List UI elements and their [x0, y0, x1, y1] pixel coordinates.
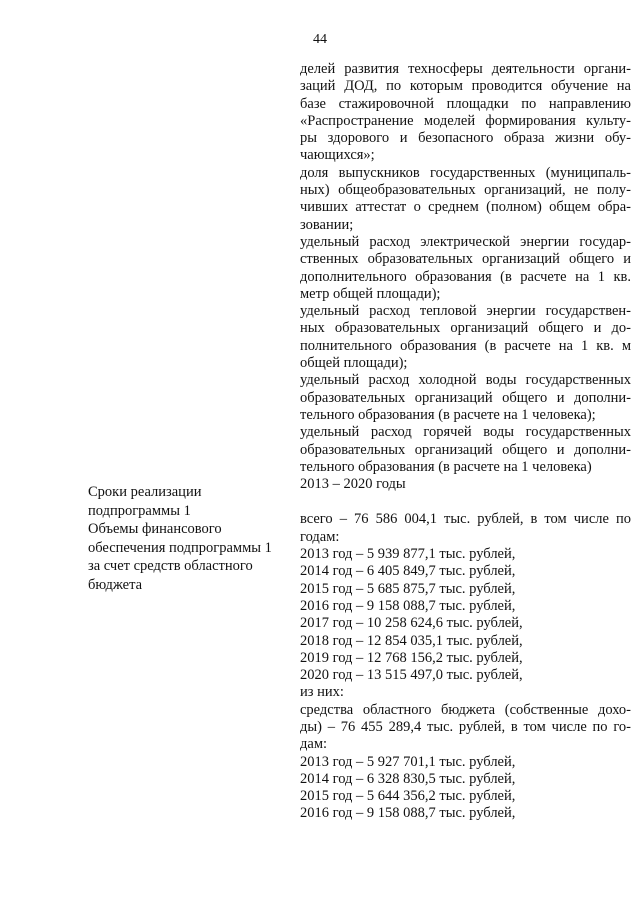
text-line: образовательных организаций общего и дополни-	[300, 389, 631, 406]
page-number: 44	[313, 32, 327, 47]
passport-values-column	[300, 61, 631, 823]
text-line: зовании;	[300, 216, 354, 233]
of-which-label: из них:	[300, 684, 344, 701]
text-line: ных образовательных организаций общего и до-	[300, 320, 631, 337]
funding-total	[300, 511, 631, 546]
term-value: 2013 – 2020 годы	[300, 476, 406, 493]
year-amount-line: 2014 год – 6 405 849,7 тыс. рублей,	[300, 563, 516, 580]
text-line: средства областного бюджета (собственные дохо-	[300, 701, 631, 718]
text-line: образовательных организаций общего и дополни-	[300, 441, 631, 458]
text-line: ных) общеобразовательных организаций, не полу-	[300, 182, 631, 199]
text-line: полнительного образования (в расчете на 1 кв. м	[300, 337, 631, 354]
text-line: ственных образовательных организаций общего и	[300, 251, 631, 268]
text-line: общей площади);	[300, 355, 408, 372]
text-line: чающихся»;	[300, 147, 375, 164]
year-amount-line: 2017 год – 10 258 624,6 тыс. рублей,	[300, 615, 523, 632]
indicator-electricity	[300, 234, 631, 303]
text-line: чивших аттестат о среднем (полном) общем обра-	[300, 199, 631, 216]
text-line: удельный расход горячей воды государственных	[300, 424, 631, 441]
year-amount-line: 2020 год – 13 515 497,0 тыс. рублей,	[300, 667, 523, 684]
text-line: всего – 76 586 004,1 тыс. рублей, в том числе по	[300, 511, 631, 528]
text-line: базе стажировочной площадки по направлению	[300, 95, 631, 112]
text-line: метр общей площади);	[300, 285, 441, 302]
funding-label: Объемы финансового обеспечения подпрограммы 1 за счет средств областного бюджета	[88, 521, 272, 593]
year-amount-line: 2016 год – 9 158 088,7 тыс. рублей,	[300, 597, 516, 614]
year-amount-line: 2013 год – 5 939 877,1 тыс. рублей,	[300, 546, 516, 563]
text-line: тельного образования (в расчете на 1 человека);	[300, 406, 596, 423]
indicator-hot-water	[300, 424, 631, 476]
text-line: удельный расход электрической энергии государ-	[300, 233, 631, 250]
year-amount-line: 2015 год – 5 644 356,2 тыс. рублей,	[300, 788, 516, 805]
text-line: делей развития техносферы деятельности органи-	[300, 61, 631, 77]
text-line: дополнительного образования (в расчете на 1 кв.	[300, 268, 631, 285]
text-line: ры здорового и безопасного образа жизни обу-	[300, 130, 631, 147]
year-amount-line: 2015 год – 5 685 875,7 тыс. рублей,	[300, 580, 516, 597]
term-label: Сроки реализации подпрограммы 1	[88, 484, 202, 519]
indicator-heat	[300, 303, 631, 372]
section-spacer	[300, 493, 631, 511]
text-line: дам:	[300, 736, 328, 753]
indicator-graduates-share	[300, 165, 631, 234]
text-line: заций ДОД, по которым проводится обучение на	[300, 78, 631, 95]
year-amount-line: 2013 год – 5 927 701,1 тыс. рублей,	[300, 753, 516, 770]
year-amount-line: 2016 год – 9 158 088,7 тыс. рублей,	[300, 805, 516, 822]
funding-total-by-year	[300, 546, 631, 684]
indicators-continuation	[300, 61, 631, 165]
indicator-cold-water	[300, 372, 631, 424]
text-line: удельный расход холодной воды государственных	[300, 372, 631, 389]
text-line: тельного образования (в расчете на 1 человека)	[300, 458, 592, 475]
text-line: ды) – 76 455 289,4 тыс. рублей, в том числе по го-	[300, 718, 631, 735]
year-amount-line: 2018 год – 12 854 035,1 тыс. рублей,	[300, 632, 523, 649]
funding-regional	[300, 702, 631, 754]
text-line: удельный расход тепловой энергии государствен-	[300, 303, 631, 320]
text-line: доля выпускников государственных (муниципаль-	[300, 164, 631, 181]
year-amount-line: 2019 год – 12 768 156,2 тыс. рублей,	[300, 649, 523, 666]
funding-regional-by-year	[300, 754, 631, 823]
passport-labels-column	[88, 483, 278, 594]
year-amount-line: 2014 год – 6 328 830,5 тыс. рублей,	[300, 770, 516, 787]
text-line: годам:	[300, 528, 340, 545]
text-line: «Распространение моделей формирования культу-	[300, 112, 631, 129]
